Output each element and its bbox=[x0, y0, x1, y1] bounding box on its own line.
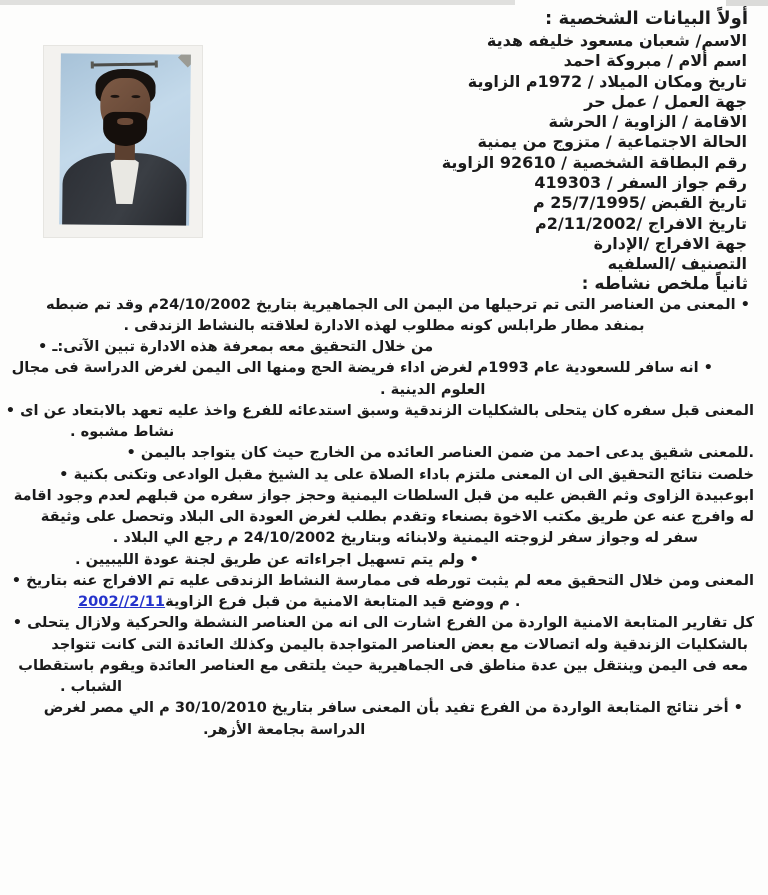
activity-summary-line: • المعنى من العناصر التى تم ترحيلها من اليمن الى الجماهيرية بتاريخ 24/10/2002م وقد تم ضبطه bbox=[45, 295, 750, 313]
personal-data-line: التصنيف /السلفيه bbox=[607, 254, 747, 274]
personal-data-line: رقم جواز السفر / 419303 bbox=[534, 173, 747, 193]
activity-summary-line: المعنى ومن خلال التحقيق معه لم يثبت تورطه فى ممارسة النشاط الزندقى عليه تم الافراج عنه بتاريخ • bbox=[11, 571, 754, 589]
personal-data-line: الاسم/ شعبان مسعود خليفه هدية bbox=[486, 31, 747, 50]
personal-data-line: تاريخ القبض /25/7/1995 م bbox=[532, 193, 747, 213]
activity-summary-line: بالشكليات الزندقية وله اتصالات مع بعض العناصر المتواجدة باليمن وكذلك العائدة التى كانت تتواجد bbox=[51, 635, 748, 653]
personal-data-line: الاقامة / الزاوية / الحرشة bbox=[548, 112, 747, 132]
activity-summary-line: كل تقارير المتابعة الامنية الواردة من الفرع اشارت الى انه من العناصر النشطة والحركية ولازال يتحلى • bbox=[12, 614, 754, 632]
activity-summary-line: • ولم يتم تسهيل اجراءاته عن طريق لجنة عودة الليبيين . bbox=[75, 550, 479, 568]
activity-summary-line: • أخر نتائج المتابعة الواردة من الفرع تفيد بأن المعنى سافر بتاريخ 30/10/2010 م الي مصر لغرض bbox=[43, 699, 743, 717]
personal-data-line: اسم ألام / مبروكة احمد bbox=[563, 51, 747, 71]
activity-summary-line: .للمعنى شقيق يدعى احمد من ضمن العناصر العائده من الخارج حيث كان يتواجد باليمن • bbox=[126, 444, 754, 462]
personal-data-line: تاريخ الافراج /2/11/2002م bbox=[535, 213, 747, 233]
personal-data-line: رقم البطاقة الشخصية / 92610 الزاوية bbox=[441, 152, 747, 172]
activity-summary-line: العلوم الدينية . bbox=[380, 380, 486, 398]
activity-summary-line: ابوعبيدة الزاوى وثم القبض عليه من قبل السلطات اليمنية وحجز جواز سفره من قبلهم لعدم وجود اقامة bbox=[13, 486, 754, 504]
activity-summary-line: • انه سافر للسعودية عام 1993م لغرض اداء فريضة الحج ومنها الى اليمن لغرض الدراسة فى مجال bbox=[11, 359, 713, 377]
activity-summary-line: نشاط مشبوه . bbox=[70, 423, 175, 441]
activity-summary-line: الشباب . bbox=[60, 678, 123, 696]
personal-data-section-title: أولاً البيانات الشخصية : bbox=[545, 8, 748, 29]
activity-summary-list bbox=[0, 294, 768, 740]
personal-data-line: جهة العمل / عمل حر bbox=[584, 91, 747, 111]
personal-data-line: الحالة الاجتماعية / متزوج من يمنية bbox=[477, 132, 747, 152]
activity-summary-line: الدراسة بجامعة الأزهر. bbox=[203, 720, 366, 738]
activity-summary-text: . م ووضع قيد المتابعة الامنية من قبل فرع الزاوية bbox=[165, 593, 521, 611]
activity-summary-line: معه فى اليمن وينتقل بين عدة مناطق فى الجماهيرية حيث يلتقى مع العناصر العائدة ويقوم باستقطاب bbox=[18, 656, 748, 674]
release-date-link[interactable]: 2/11//2002 bbox=[78, 593, 166, 611]
personal-data-line: تاريخ ومكان الميلاد / 1972م الزاوية bbox=[467, 71, 747, 91]
activity-summary-line: المعنى قبل سفره كان يتحلى بالشكليات الزندقية وسبق استدعائه للفرع واخذ عليه تعهد بالابتعاد عن اى • bbox=[5, 401, 754, 419]
activity-summary-line: خلصت نتائج التحقيق الى ان المعنى ملتزم باداء الصلاة على يد الشيخ مقبل الوادعى وتكنى بكنية • bbox=[59, 465, 754, 483]
activity-summary-section-title: ثانياً ملخص نشاطه : bbox=[581, 273, 748, 294]
activity-summary-line bbox=[0, 591, 768, 612]
activity-summary-line: بمنفد مطار طرابلس كونه مطلوب لهذه الادارة لعلاقته بالنشاط الزندقى . bbox=[123, 316, 645, 334]
activity-summary-line: سفر له وجواز سفر لزوجته اليمنية ولابنائه وبتاريخ 24/10/2002 م رجع الي البلاد . bbox=[112, 529, 698, 547]
personal-data-line: جهة الافراج /الإدارة bbox=[593, 233, 747, 253]
activity-summary-line: من خلال التحقيق معه بمعرفة هذه الادارة تبين الآتى:ـ • bbox=[38, 338, 434, 356]
activity-summary-line: له وافرج عنه عن طريق مكتب الاخوة بصنعاء وتقدم بطلب لغرض العودة الى البلاد وتحصل على وثيقة bbox=[40, 508, 754, 526]
personal-data-list bbox=[0, 31, 768, 275]
